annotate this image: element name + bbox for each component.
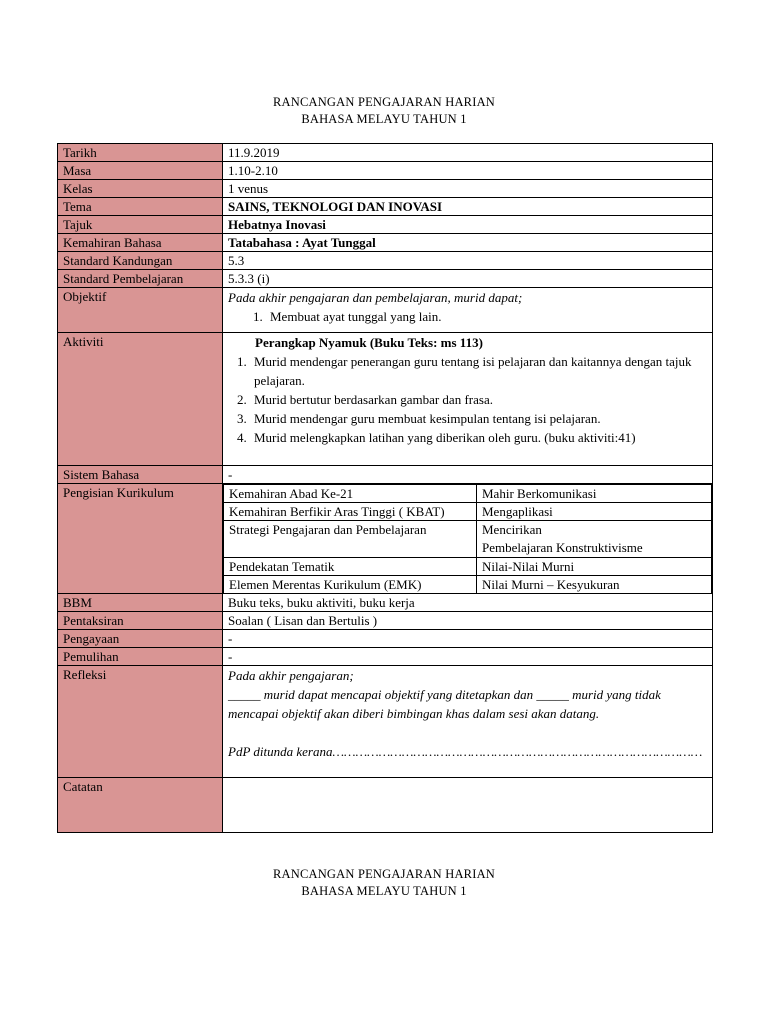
pengisian-subtable [223,484,712,593]
value-tarikh: 11.9.2019 [223,144,713,162]
row-aktiviti [58,333,713,466]
aktiviti-item: 2. Murid bertutur berdasarkan gambar dan frasa. [250,390,707,409]
value-catatan [223,778,713,833]
value-tema: SAINS, TEKNOLOGI DAN INOVASI [223,198,713,216]
label-pemulihan: Pemulihan [58,648,223,666]
row-pengayaan [58,630,713,648]
row-tarikh [58,144,713,162]
pengisian-item-value-line: Mencirikan [482,522,542,537]
row-pentaksiran [58,612,713,630]
label-standard-pembelajaran: Standard Pembelajaran [58,270,223,288]
value-aktiviti [223,333,713,466]
pengisian-row [224,558,712,576]
lesson-plan-table [57,143,713,833]
value-kelas: 1 venus [223,180,713,198]
pengisian-item-value: Nilai-Nilai Murni [477,558,712,576]
document-heading [0,94,768,128]
row-masa [58,162,713,180]
value-pemulihan: - [223,648,713,666]
pengisian-item-label: Strategi Pengajaran dan Pembelajaran [224,521,477,558]
row-pengisian-kurikulum [58,484,713,594]
refleksi-deferred: PdP ditunda kerana…………………………………………………………………………………… [228,744,703,759]
pengisian-item-value: Mengaplikasi [477,503,712,521]
pengisian-item-label: Pendekatan Tematik [224,558,477,576]
label-tema: Tema [58,198,223,216]
value-masa: 1.10-2.10 [223,162,713,180]
pengisian-row [224,576,712,594]
value-objektif [223,288,713,333]
label-aktiviti: Aktiviti [58,333,223,466]
row-refleksi [58,666,713,778]
pengisian-item-label: Elemen Merentas Kurikulum (EMK) [224,576,477,594]
next-page-heading [0,866,768,900]
objektif-item: 1. Membuat ayat tunggal yang lain. [266,307,707,326]
next-page-subtitle: BAHASA MELAYU TAHUN 1 [301,884,467,898]
pengisian-item-label: Kemahiran Berfikir Aras Tinggi ( KBAT) [224,503,477,521]
value-refleksi [223,666,713,778]
aktiviti-item: 1. Murid mendengar penerangan guru tentang isi pelajaran dan kaitannya dengan tajuk pelajaran. [250,352,707,390]
value-pentaksiran: Soalan ( Lisan dan Bertulis ) [223,612,713,630]
row-catatan [58,778,713,833]
pengisian-item-value: Nilai Murni – Kesyukuran [477,576,712,594]
row-objektif [58,288,713,333]
refleksi-intro: Pada akhir pengajaran; [228,668,354,683]
label-masa: Masa [58,162,223,180]
label-catatan: Catatan [58,778,223,833]
document-title: RANCANGAN PENGAJARAN HARIAN [272,95,496,109]
label-bbm: BBM [58,594,223,612]
aktiviti-list [228,352,707,447]
aktiviti-item: 4. Murid melengkapkan latihan yang diberikan oleh guru. (buku aktiviti:41) [250,428,707,447]
label-pengisian-kurikulum: Pengisian Kurikulum [58,484,223,594]
pengisian-row [224,521,712,558]
label-refleksi: Refleksi [58,666,223,778]
value-sistem-bahasa: - [223,466,713,484]
row-sistem-bahasa [58,466,713,484]
next-page-title: RANCANGAN PENGAJARAN HARIAN [272,867,496,881]
objektif-intro: Pada akhir pengajaran dan pembelajaran, murid dapat; [228,290,523,305]
row-kelas [58,180,713,198]
pengisian-item-value-line: Pembelajaran Konstruktivisme [482,540,643,555]
label-pentaksiran: Pentaksiran [58,612,223,630]
row-bbm [58,594,713,612]
label-pengayaan: Pengayaan [58,630,223,648]
label-tarikh: Tarikh [58,144,223,162]
document-subtitle: BAHASA MELAYU TAHUN 1 [301,112,467,126]
row-tajuk [58,216,713,234]
pengisian-item-label: Kemahiran Abad Ke-21 [224,485,477,503]
label-kelas: Kelas [58,180,223,198]
label-standard-kandungan: Standard Kandungan [58,252,223,270]
value-kemahiran-bahasa: Tatabahasa : Ayat Tunggal [223,234,713,252]
row-pemulihan [58,648,713,666]
value-standard-pembelajaran: 5.3.3 (i) [223,270,713,288]
value-tajuk: Hebatnya Inovasi [223,216,713,234]
value-pengisian-kurikulum [223,484,713,594]
label-tajuk: Tajuk [58,216,223,234]
row-standard-pembelajaran [58,270,713,288]
objektif-list [228,307,707,326]
label-sistem-bahasa: Sistem Bahasa [58,466,223,484]
aktiviti-title: Perangkap Nyamuk (Buku Teks: ms 113) [255,335,483,350]
row-tema [58,198,713,216]
label-kemahiran-bahasa: Kemahiran Bahasa [58,234,223,252]
pengisian-item-value [477,521,712,558]
label-objektif: Objektif [58,288,223,333]
pengisian-item-value: Mahir Berkomunikasi [477,485,712,503]
row-standard-kandungan [58,252,713,270]
value-pengayaan: - [223,630,713,648]
row-kemahiran-bahasa [58,234,713,252]
aktiviti-item: 3. Murid mendengar guru membuat kesimpulan tentang isi pelajaran. [250,409,707,428]
refleksi-statement: _____ murid dapat mencapai objektif yang ditetapkan dan _____ murid yang tidak mencapai objektif akan diberi bimbingan khas dalam sesi akan datang. [228,687,661,721]
value-bbm: Buku teks, buku aktiviti, buku kerja [223,594,713,612]
pengisian-row [224,485,712,503]
pengisian-row [224,503,712,521]
value-standard-kandungan: 5.3 [223,252,713,270]
